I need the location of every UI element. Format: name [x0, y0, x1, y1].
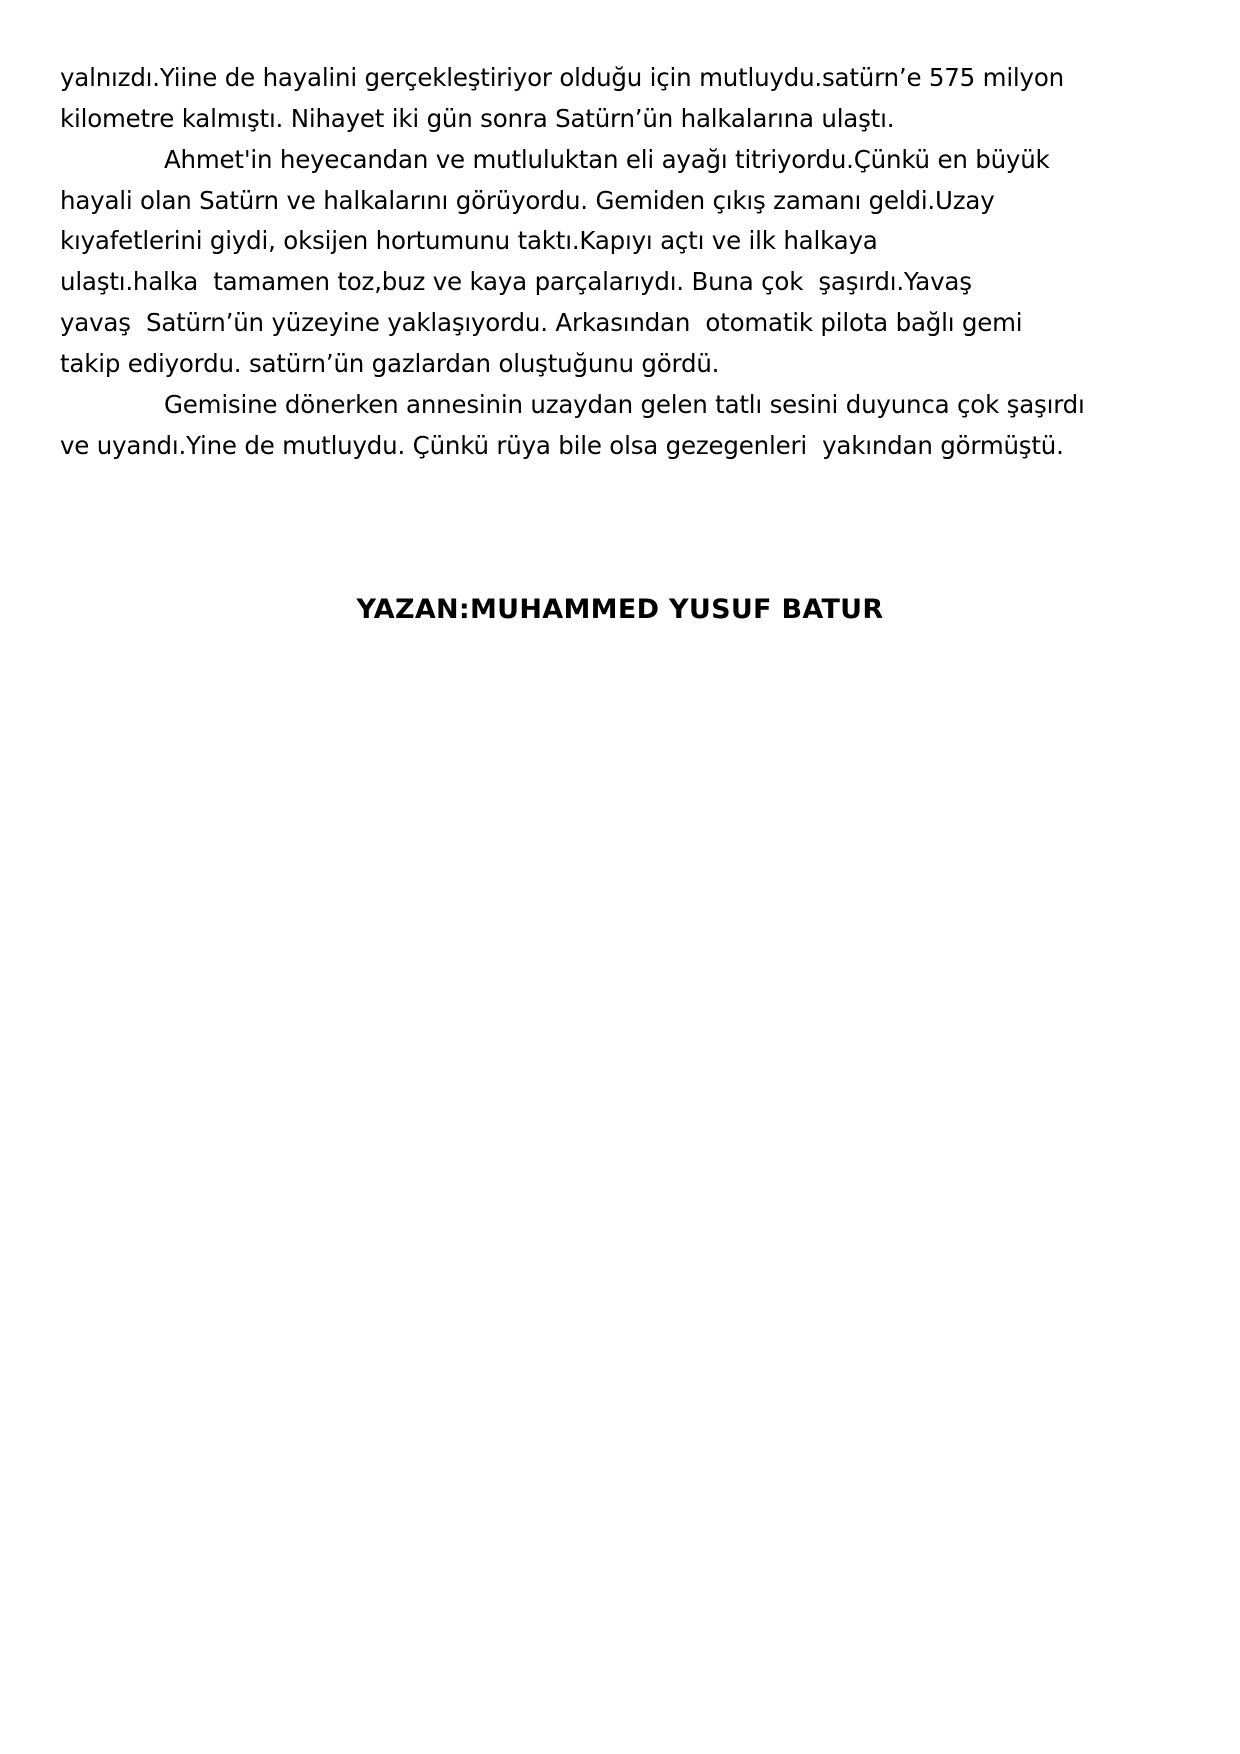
text-line: kıyafetlerini giydi, oksijen hortumunu taktı.Kapıyı açtı ve ilk halkaya [60, 226, 878, 255]
paragraph-start-line: Ahmet'in heyecandan ve mutluluktan eli ayağı titriyordu.Çünkü en büyük [164, 145, 1050, 174]
text-line: yavaş Satürn’ün yüzeyine yaklaşıyordu. Arkasından otomatik pilota bağlı gemi [60, 308, 1023, 337]
text-line: takip ediyordu. satürn’ün gazlardan oluştuğunu gördü. [60, 349, 720, 378]
text-line: hayali olan Satürn ve halkalarını görüyordu. Gemiden çıkış zamanı geldi.Uzay [60, 186, 995, 215]
text-line: yalnızdı.Yiine de hayalini gerçekleştiriyor olduğu için mutluydu.satürn’e 575 milyon [60, 63, 1064, 92]
paragraph-start-line: Gemisine dönerken annesinin uzaydan gelen tatlı sesini duyunca çok şaşırdı [164, 390, 1085, 419]
text-line: kilometre kalmıştı. Nihayet iki gün sonra Satürn’ün halkalarına ulaştı. [60, 104, 895, 133]
author-signature: YAZAN:MUHAMMED YUSUF BATUR [356, 594, 884, 625]
text-line: ulaştı.halka tamamen toz,buz ve kaya parçalarıydı. Buna çok şaşırdı.Yavaş [60, 267, 972, 296]
text-line: ve uyandı.Yine de mutluydu. Çünkü rüya bile olsa gezegenleri yakından görmüştü. [60, 431, 1064, 460]
